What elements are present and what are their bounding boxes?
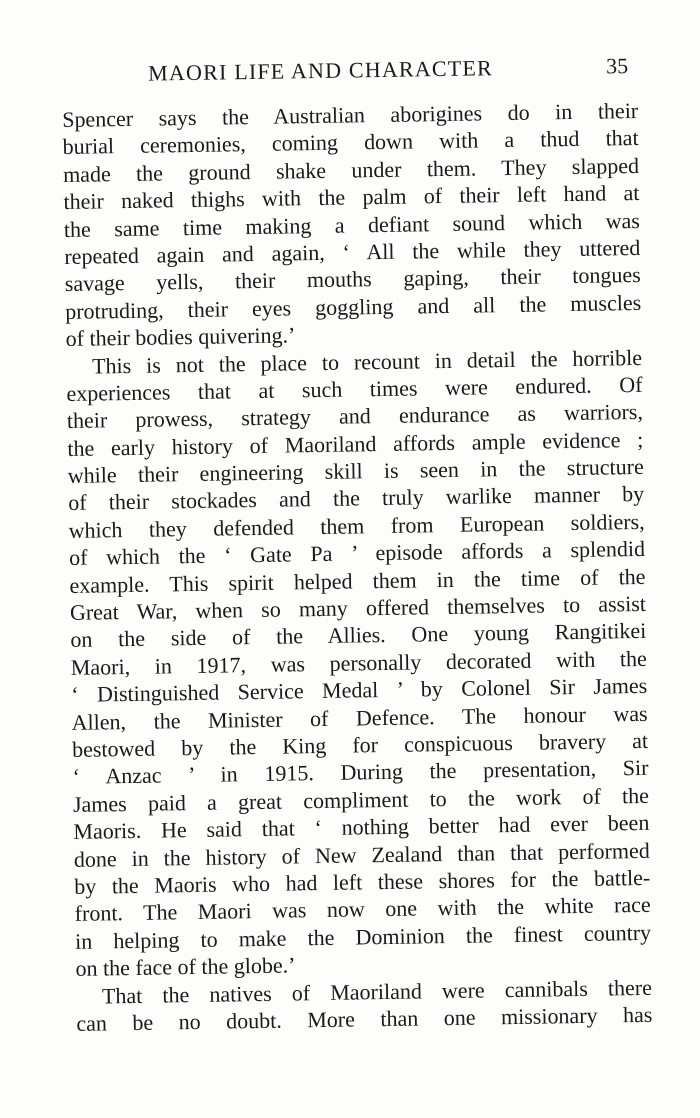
text-line: front. The Maori was now one with the white race <box>74 892 651 927</box>
text-line: bestowed by the King for conspicuous bravery at <box>71 727 649 762</box>
page-number: 35 <box>605 53 629 79</box>
text-line: protruding, their eyes goggling and all the muscles <box>65 289 642 324</box>
body-text <box>62 97 653 1037</box>
text-line: That the natives of Maoriland were cannibals there <box>101 974 653 1008</box>
text-line: on the face of the globe.’ <box>75 952 296 982</box>
text-line: Allen, the Minister of Defence. The honour was <box>71 700 648 735</box>
text-line: James paid a great compliment to the work of the <box>72 782 650 817</box>
text-line: made the ground shake under them. They slapped <box>62 152 640 187</box>
text-line: Maoris. He said that ‘ nothing better had ever been <box>73 810 650 845</box>
text-line: done in the history of New Zealand than that performed <box>73 837 650 872</box>
text-line: burial ceremonies, coming down with a thud that <box>62 125 639 160</box>
text-line: their naked thighs with the palm of their left hand at <box>63 180 640 215</box>
text-line: ‘ Anzac ’ in 1915. During the presentation, Sir <box>72 755 649 790</box>
text-line: their prowess, strategy and endurance as warriors, <box>66 399 644 434</box>
text-line: can be no doubt. More than one missionary has <box>76 1001 653 1036</box>
text-line: Great War, when so many offered themselves to assist <box>69 590 647 625</box>
text-line: of which the ‘ Gate Pa ’ episode affords a splendid <box>68 536 646 571</box>
text-line: of their stockades and the truly warlike manner by <box>68 481 645 516</box>
text-line: example. This spirit helped them in the time of the <box>69 563 646 598</box>
text-line: the same time making a defiant sound which was <box>63 207 641 242</box>
text-line: savage yells, their mouths gaping, their tongues <box>64 262 641 297</box>
text-line: ‘ Distinguished Service Medal ’ by Colonel Sir James <box>71 673 648 708</box>
text-line: by the Maoris who had left these shores for the battle- <box>74 864 651 899</box>
running-head <box>60 53 640 96</box>
text-line: of their bodies quivering.’ <box>65 322 296 352</box>
text-line: experiences that at such times were endured. Of <box>66 371 643 406</box>
text-line: which they defended them from European soldiers, <box>68 508 645 543</box>
text-line: Maori, in 1917, was personally decorated with the <box>70 645 647 680</box>
text-line: repeated again and again, ‘ All the while they uttered <box>64 234 641 269</box>
text-line: in helping to make the Dominion the finest country <box>74 919 652 954</box>
text-line: while their engineering skill is seen in the structure <box>67 453 644 489</box>
text-line: on the side of the Allies. One young Rangitikei <box>70 618 647 653</box>
text-line: This is not the place to recount in detail the horrible <box>91 344 643 379</box>
text-line: Spencer says the Australian aborigines do in their <box>62 97 639 132</box>
running-head-title: MAORI LIFE AND CHARACTER <box>147 55 494 86</box>
text-line: the early history of Maoriland affords ample evidence ; <box>67 426 644 461</box>
